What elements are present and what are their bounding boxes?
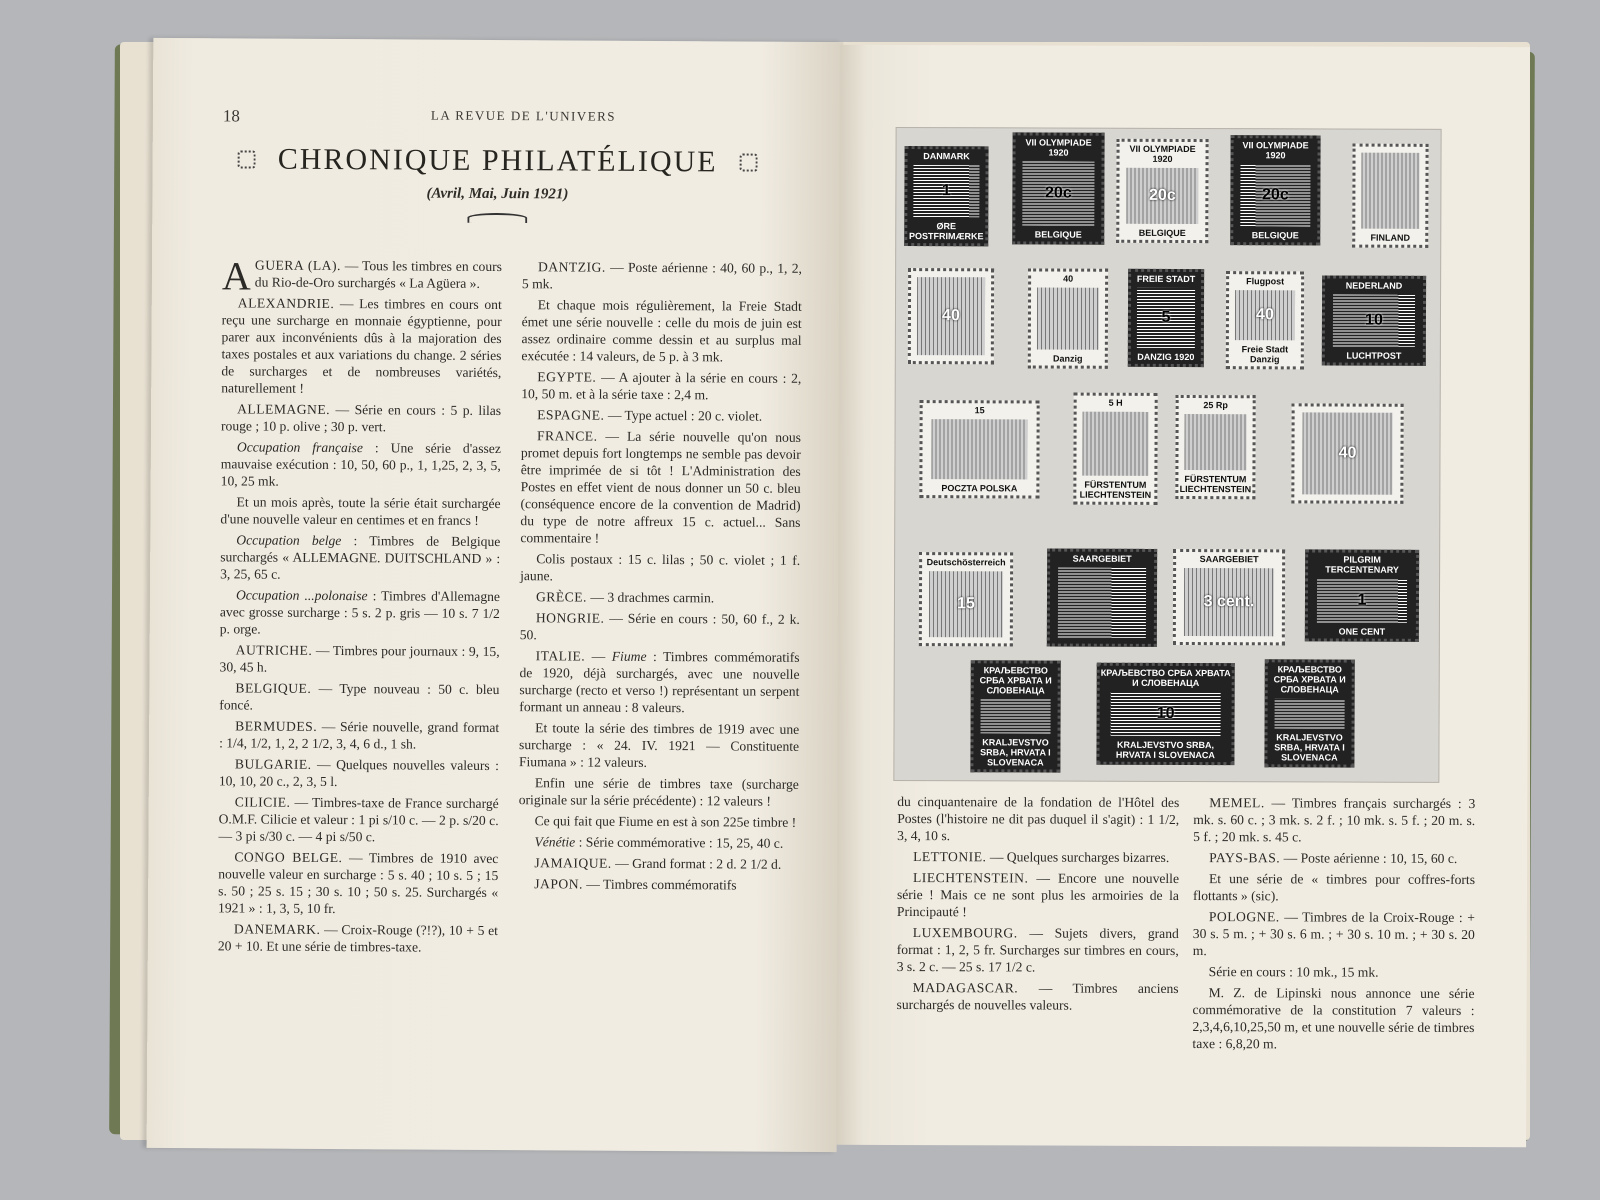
- entry-text: : Timbres de Belgique surchargés « ALLEMAGNE. DUITSCHLAND » : 3, 25, 65 c.: [220, 533, 501, 582]
- entry-text: — La série nouvelle qu'on nous promet depuis fort longtemps ne semble pas devoir être imprimée de si tôt ! L'Administration des Postes en effet vient de nous donner un 50 c. bleu (conséquence encore de la convention de Madrid) du type de notre affreux 15 c. actuel... Sans commentaire !: [520, 428, 802, 546]
- stamp-top-label: КРАЉЕВСТВО СРБА ХРВАТА И СЛОВЕНАЦА: [1273, 664, 1346, 695]
- stamp-top-label: 15: [974, 405, 985, 416]
- entry-heading: BERMUDES.: [235, 718, 318, 734]
- stamp-pilgrim: [1305, 549, 1419, 641]
- entry-text: — Timbres de la Croix-Rouge : + 30 s. 5 m. ; + 30 s. 6 m. ; + 30 s. 10 m. ; + 30 s. 20 m.: [1192, 909, 1475, 959]
- entry-text: — Type nouveau : 50 c. bleu foncé.: [219, 680, 500, 713]
- stamp-top-label: Flugpost: [1246, 276, 1285, 287]
- chronicle-entry: [520, 588, 800, 607]
- chronicle-entry: [220, 586, 500, 639]
- stamp-bottom-label: BELGIQUE: [1138, 227, 1186, 239]
- chronicle-entry: [520, 550, 800, 586]
- stamp-overprint-40: [908, 268, 994, 364]
- stamp-value: 1: [914, 165, 980, 217]
- stamp-value: [1058, 568, 1146, 638]
- entry-subheading: Fiume: [611, 648, 647, 664]
- chronicle-entry: [520, 427, 801, 548]
- entry-text: — Sujets divers, grand format : 1, 2, 5 fr. Surcharges sur timbres en cours, 3 s. 2 c. — 25 s. 17 1/2 c.: [896, 925, 1179, 975]
- stamp-top-label: FREIE STADT: [1136, 273, 1196, 285]
- stamp-bottom-label: BELGIQUE: [1034, 229, 1082, 240]
- stamp-top-label: PILGRIM TERCENTENARY: [1325, 554, 1399, 575]
- page-number: 18: [222, 106, 240, 126]
- stamp-liechtenstein-25rp: [1175, 395, 1255, 499]
- stamp-top-label: SAARGEBIET: [1072, 553, 1132, 564]
- entry-text: — Les timbres en cours ont reçu une surcharge en monnaie égyptienne, pour parer aux inconvénients dûs à la majoration des taxes postales et aux variations du change. 2 séries de surcharges et de nombreuses variétés, naturellement !: [221, 296, 502, 396]
- stamp-bottom-label: LUCHTPOST: [1346, 350, 1402, 361]
- text-column-1: [217, 253, 503, 960]
- stamp-value: [932, 419, 1028, 479]
- chronicle-entry: [218, 920, 498, 956]
- entry-heading: BULGARIE.: [234, 756, 312, 772]
- entry-text: — Grand format : 2 d. 2 1/2 d.: [611, 855, 782, 872]
- entry-heading: ALLEMAGNE.: [237, 401, 331, 417]
- entry-heading: PAYS-BAS.: [1209, 850, 1281, 866]
- entry-text: — 3 drachmes carmin.: [586, 589, 715, 606]
- entry-heading: MEMEL.: [1209, 795, 1265, 811]
- entry-text: — Quelques surcharges bizarres.: [986, 849, 1170, 865]
- stamp-kraljevstvo-a: [970, 660, 1060, 772]
- entry-heading: LUXEMBOURG.: [912, 925, 1018, 941]
- entry-heading: GUERA (LA).: [254, 257, 341, 274]
- stamp-bottom-label: POCZTA POLSKA: [941, 483, 1018, 494]
- entry-text: — Encore une nouvelle série ! Mais ce ne sont plus les armoiries de la Principauté !: [896, 870, 1180, 920]
- chronicle-entry: [221, 438, 501, 491]
- stamp-kraljevstvo-c: [1264, 659, 1354, 767]
- ornament-icon: [739, 153, 757, 171]
- left-page: [147, 38, 844, 1152]
- stamp-value: 20c: [1126, 168, 1198, 224]
- chronicle-entry: [219, 717, 499, 753]
- chronicle-entry: [1193, 849, 1475, 867]
- entry-heading: JAMAIQUE.: [534, 855, 612, 871]
- entry-text: — Tous les timbres en cours du Rio-de-Oro surchargés « La Agüera ».: [254, 258, 503, 291]
- entry-text: : Timbres d'Allemagne avec grosse surcharge : 5 s. 2 p. gris — 10 s. 7 1/2 p. orge.: [219, 588, 501, 637]
- stamp-bottom-label: KRALJEVSTVO SRBA, HRVATA I SLOVENACA: [1274, 732, 1345, 763]
- entry-heading: DANTZIG.: [537, 259, 606, 275]
- text-column-3: [897, 793, 1180, 1018]
- entry-text: — Type actuel : 20 c. violet.: [604, 407, 763, 424]
- chronicle-entry: [520, 609, 800, 645]
- stamp-top-label: [1347, 407, 1349, 411]
- chronicle-entry: [897, 848, 1179, 866]
- stamp-bottom-label: ØRE POSTFRIMÆRKE: [908, 221, 984, 242]
- chronicle-entry: [519, 774, 799, 810]
- entry-text: Et une série de « timbres pour coffres-forts flottants » (sic).: [1192, 871, 1476, 904]
- entry-text: — A ajouter à la série en cours : 2, 10, 50 m. et à la série taxe : 2,4 m.: [521, 369, 802, 403]
- chronicle-entry: [519, 719, 799, 772]
- stamp-croix-rouge-40: [1291, 403, 1403, 503]
- text-column-4: [1192, 794, 1475, 1057]
- stamp-flugpost: [1226, 271, 1304, 369]
- stamp-olympiade-20c-a: [1012, 132, 1104, 244]
- stamp-top-label: [1390, 147, 1392, 151]
- entry-text: — Croix-Rouge (?!?), 10 + 5 et 20 + 10. Et une série de timbres-taxe.: [217, 921, 498, 955]
- chronicle-entry: [518, 833, 798, 852]
- running-title: LA REVUE DE L'UNIVERS: [430, 107, 617, 124]
- entry-heading: ESPAGNE.: [537, 407, 605, 423]
- article-subtitle: (Avril, Mai, Juin 1921): [426, 185, 569, 203]
- chronicle-entry: [218, 793, 498, 846]
- chronicle-entry: [897, 924, 1179, 976]
- entry-text: — Poste aérienne : 40, 60 p., 1, 2, 5 mk.: [521, 259, 803, 292]
- stamp-bottom-label: KRALJEVSTVO SRBA, HRVATA I SLOVENACA: [1115, 739, 1215, 761]
- stamp-value: 5: [1136, 288, 1195, 348]
- chronicle-entry: [519, 812, 799, 831]
- stamp-value: [1037, 287, 1099, 349]
- entry-heading: CILICIE.: [234, 794, 291, 810]
- stamp-value: [980, 699, 1051, 733]
- chronicle-entry: [521, 368, 801, 404]
- entry-text: M. Z. de Lipinski nous annonce une série commémorative de la constitution 7 valeurs : 2,3,4,6,10,25,50 m, et une nouvelle série de timbres taxe : 6,8,20 m.: [1192, 985, 1475, 1052]
- chronicle-entry: [1193, 870, 1475, 905]
- chronicle-entry: [221, 253, 503, 299]
- stamp-value: 40: [1303, 412, 1392, 494]
- chronicle-entry: [897, 869, 1179, 921]
- chronicle-entry: [1193, 963, 1475, 981]
- swash-ornament-icon: [467, 213, 527, 223]
- stamp-olympiade-20c-b: [1116, 139, 1208, 243]
- stamp-top-label: КРАЉЕВСТВО СРБА ХРВАТА И СЛОВЕНАЦА: [1100, 667, 1231, 689]
- stamp-top-label: 25 Rp: [1203, 400, 1228, 411]
- stamp-value: 15: [929, 571, 1003, 637]
- entry-text: Enfin une série de timbres taxe (surcharge originale sur la série précédente) : 12 valeurs !: [518, 775, 799, 809]
- entry-heading: DANEMARK.: [233, 921, 321, 937]
- chronicle-entry: [220, 493, 500, 529]
- stamp-bottom-label: FÜRSTENTUM LIECHTENSTEIN: [1079, 479, 1152, 500]
- stamp-top-label: КРАЉЕВСТВО СРБА ХРВАТА И СЛОВЕНАЦА: [979, 665, 1052, 696]
- entry-text: du cinquantenaire de la fondation de l'Hôtel des Postes (l'histoire ne dit pas duquel il s'agit) : 1 1/2, 3, 4, 10 s.: [897, 794, 1180, 844]
- chronicle-entry: [219, 679, 499, 715]
- chronicle-entry: [219, 755, 499, 791]
- stamp-danmark: [904, 146, 988, 246]
- stamp-top-label: DANMARK: [923, 151, 970, 162]
- stamp-top-label: Deutschösterreich: [926, 557, 1006, 568]
- entry-text: — Poste aérienne : 10, 15, 60 c.: [1280, 850, 1458, 866]
- chronicle-entry: [521, 296, 801, 366]
- stamp-bottom-label: FÜRSTENTUM LIECHTENSTEIN: [1179, 474, 1252, 495]
- stamp-finland: [1352, 144, 1428, 248]
- entry-text: — Timbres anciens surchargés de nouvelles valeurs.: [896, 980, 1179, 1013]
- entry-heading: EGYPTE.: [537, 369, 597, 385]
- entry-text: : Une série d'assez mauvaise exécution : 10, 50, 60 p., 1, 1,25, 2, 3, 5, 10, 25 mk.: [220, 440, 501, 489]
- stamp-freie-stadt: [1128, 269, 1204, 367]
- entry-subheading: Occupation ...polonaise: [235, 587, 368, 604]
- stamp-top-label: 40: [1063, 273, 1074, 284]
- chronicle-entry: [522, 258, 802, 294]
- entry-heading: GRÈCE.: [535, 589, 588, 605]
- stamp-bottom-label: DANZIG 1920: [1137, 351, 1195, 363]
- entry-text: Colis postaux : 15 c. lilas ; 50 c. violet ; 1 f. jaune.: [520, 551, 801, 584]
- chronicle-entry: [518, 875, 798, 894]
- stamp-bottom-label: [1228, 638, 1230, 642]
- stamp-bottom-label: KRALJEVSTVO SRBA, HRVATA I SLOVENACA: [980, 737, 1051, 768]
- entry-heading: FRANCE.: [536, 428, 598, 444]
- entry-subheading: Occupation française: [236, 439, 363, 456]
- article-title-text: CHRONIQUE PHILATÉLIQUE: [277, 142, 718, 179]
- entry-heading: ITALIE.: [535, 648, 586, 664]
- stamp-nederland: [1322, 275, 1426, 365]
- text-column-2: [518, 258, 802, 898]
- entry-text: — Série en cours : 5 p. lilas rouge ; 10 p. olive ; 30 p. vert.: [220, 401, 502, 435]
- stamp-bottom-label: [1101, 640, 1103, 644]
- entry-text: : Timbres commémoratifs de 1920, déjà surchargés, avec une nouvelle surcharge (recto et verso !) représentant un serpent formant un anneau : 8 valeurs.: [519, 648, 800, 716]
- stamp-value: [1274, 698, 1345, 728]
- chronicle-entry: [897, 979, 1179, 1014]
- stamp-value: 40: [1235, 290, 1296, 340]
- stamp-value: 10: [1110, 692, 1221, 736]
- stamp-top-label: VII OLYMPIADE 1920: [1025, 137, 1092, 158]
- entry-heading: BELGIQUE.: [235, 680, 312, 696]
- chronicle-entry: [1193, 794, 1475, 846]
- entry-heading: HONGRIE.: [535, 610, 605, 626]
- entry-text: Ce qui fait que Fiume en est à son 225e timbre !: [534, 813, 797, 830]
- entry-text: — Timbres de 1910 avec nouvelle valeur en surcharge : 5 s. 40 ; 10 s. 5 ; 15 s. 50 ; 25 s. 15 ; 30 s. 10 ; 50 s. 25. Surchargés « 1921 » : 1, 3, 5, 10 fr.: [218, 850, 499, 917]
- entry-text: — Série en cours : 50, 60 f., 2 k. 50.: [519, 610, 800, 643]
- stamp-value: 40: [917, 277, 984, 355]
- stamp-value: [1083, 412, 1149, 476]
- stamp-liechtenstein-5h: [1073, 393, 1157, 505]
- entry-text: Et chaque mois régulièrement, la Freie Stadt émet une série nouvelle : celle du mois de juin est assez ordinaire comme dessin et au surplus mal exécutée : 14 valeurs, de 5 p. à 3 mk.: [521, 297, 802, 365]
- stamp-value: [1361, 153, 1420, 229]
- entry-text: Et toute la série des timbres de 1919 avec une surcharge : « 24. IV. 1921 — Constituente Fiumana » : 12 valeurs.: [518, 720, 800, 770]
- stamp-top-label: VII OLYMPIADE 1920: [1242, 140, 1309, 161]
- stamp-bottom-label: [950, 357, 952, 361]
- chronicle-entry: [221, 400, 501, 436]
- stamp-bottom-label: Freie Stadt Danzig: [1241, 344, 1289, 365]
- stamp-bottom-label: ONE CENT: [1338, 626, 1386, 637]
- chronicle-entry: [518, 854, 798, 873]
- stamp-polska: [919, 400, 1039, 498]
- entry-text: Série en cours : 10 mk., 15 mk.: [1208, 964, 1379, 980]
- stamp-top-label: SAARGEBIET: [1199, 554, 1259, 565]
- stamp-bottom-label: [965, 639, 967, 643]
- entry-heading: ALEXANDRIE.: [237, 295, 335, 312]
- stamp-bottom-label: [1346, 497, 1348, 501]
- chronicle-entry: [1192, 984, 1474, 1053]
- chronicle-entry: [521, 406, 801, 425]
- entry-heading: LIECHTENSTEIN.: [912, 870, 1029, 886]
- entry-text: — Timbres commémoratifs: [582, 876, 737, 893]
- entry-subheading: Vénétie: [534, 834, 576, 850]
- stamp-value: 20c: [1240, 164, 1311, 226]
- chronicle-entry: [218, 848, 498, 918]
- stamp-value: 20c: [1022, 161, 1094, 225]
- stamp-bottom-label: Danzig: [1053, 353, 1083, 364]
- stamp-kraljevstvo-b: [1096, 663, 1234, 765]
- chronicle-entry: [220, 641, 500, 677]
- chronicle-entry: ITALIE. — Fiume : Timbres commémoratifs de 1920, déjà surchargés, avec une nouvelle surcharge (recto et verso !) représentant un serpent formant un anneau : 8 valeurs.: [519, 648, 800, 716]
- chronicle-entry: [1193, 908, 1475, 960]
- right-page: [836, 45, 1530, 1147]
- entry-heading: JAPON.: [534, 876, 583, 892]
- stamp-value: 10: [1333, 295, 1415, 347]
- running-head: [222, 106, 783, 126]
- stamp-top-label: VII OLYMPIADE 1920: [1129, 143, 1196, 164]
- chronicle-entry: [221, 294, 502, 398]
- stamp-value: [1184, 414, 1246, 470]
- stamp-saargebiet-3cent: [1173, 549, 1285, 645]
- entry-heading: MADAGASCAR.: [912, 980, 1019, 996]
- entry-text: — Quelques nouvelles valeurs : 10, 10, 20 c., 2, 3, 5 l.: [218, 756, 500, 790]
- entry-text: : Série commémorative : 15, 25, 40 c.: [575, 834, 784, 851]
- stamp-olympiade-20c-c: [1230, 135, 1320, 245]
- stamp-plate: [893, 127, 1441, 783]
- stamp-danzig-40: [1028, 268, 1108, 368]
- entry-text: — Timbres pour journaux : 9, 15, 30, 45 h.: [219, 642, 500, 675]
- chronicle-entry: [220, 531, 500, 584]
- stamp-saargebiet-a: [1047, 549, 1157, 647]
- drop-cap: A: [221, 253, 251, 299]
- chronicle-entry: [897, 793, 1179, 845]
- stamp-top-label: NEDERLAND: [1345, 280, 1403, 291]
- stamp-bottom-label: FINLAND: [1370, 232, 1411, 243]
- stamp-deutschosterreich: [919, 552, 1013, 646]
- stamp-value: 1: [1317, 578, 1408, 622]
- entry-heading: AUTRICHE.: [235, 642, 313, 658]
- stamp-top-label: [950, 271, 952, 275]
- article-title: [238, 142, 758, 179]
- entry-heading: CONGO BELGE.: [234, 849, 343, 866]
- entry-text: Et un mois après, toute la série était surchargée d'une nouvelle valeur en centimes et en francs !: [220, 494, 501, 528]
- entry-subheading: Occupation belge: [236, 532, 342, 549]
- stamp-bottom-label: BELGIQUE: [1251, 230, 1299, 241]
- entry-text: — Timbres-taxe de France surchargé O.M.F. Cilicie et valeur : 1 pi s/10 c. — 2 p. s/20 c. — 3 pi s/30 c. — 4 pi s/50 c.: [218, 794, 499, 845]
- stamp-top-label: 5 H: [1108, 397, 1123, 408]
- entry-text: — Série nouvelle, grand format : 1/4, 1/2, 1, 2, 2 1/2, 3, 4, 6 d., 1 sh.: [219, 718, 500, 752]
- entry-heading: POLOGNE.: [1208, 909, 1280, 925]
- article-title-block: [152, 142, 842, 225]
- entry-heading: LETTONIE.: [913, 849, 987, 865]
- ornament-icon: [238, 150, 256, 168]
- stamp-value: 3 cent.: [1184, 568, 1273, 636]
- entry-text: — Timbres français surchargés : 3 mk. s. 60 c. ; 3 mk. s. 2 f. ; 10 mk. s. 5 f. ; 20 m. s. 5 f. ; 20 mk. s. 45 c.: [1193, 795, 1476, 845]
